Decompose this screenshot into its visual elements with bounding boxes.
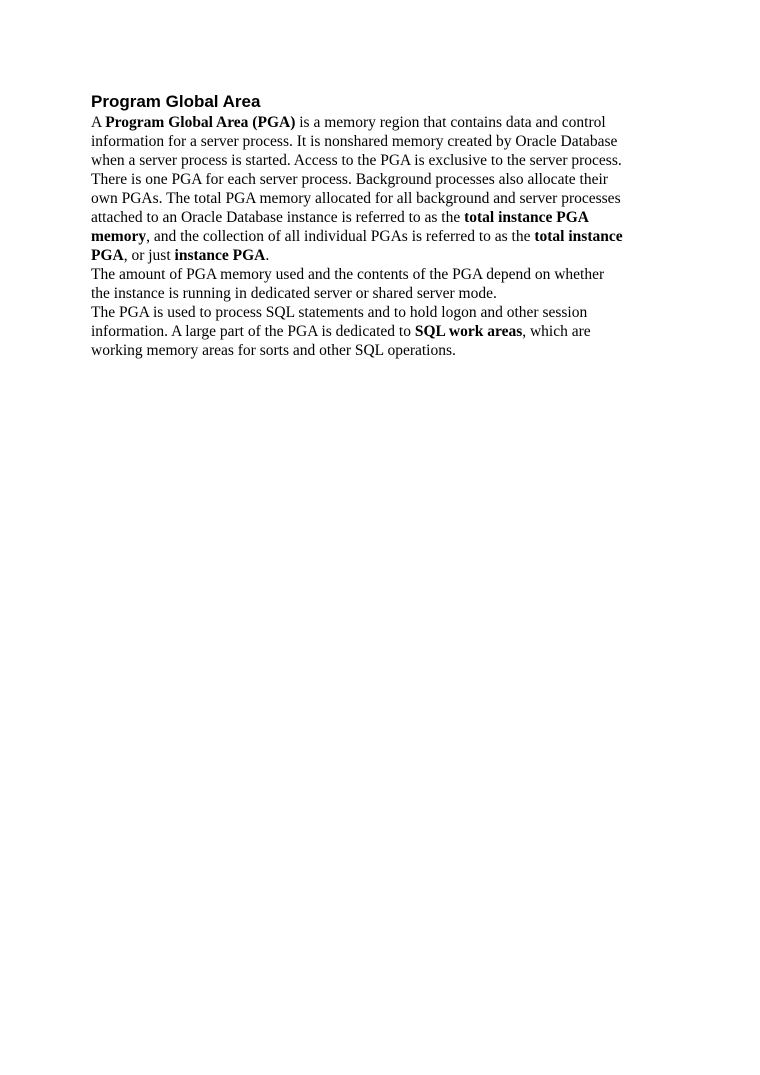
text-line bbox=[91, 189, 669, 208]
text-line bbox=[91, 322, 669, 341]
bold-term: instance PGA bbox=[174, 247, 266, 264]
text-run: , and the collection of all individual PGAs is referred to as the bbox=[146, 228, 535, 245]
document-body bbox=[91, 91, 669, 360]
text-line bbox=[91, 303, 669, 322]
text-line bbox=[91, 208, 669, 227]
bold-term: total instance PGA bbox=[464, 209, 589, 226]
paragraph bbox=[91, 113, 669, 265]
text-run: , or just bbox=[123, 247, 175, 264]
paragraph bbox=[91, 265, 669, 303]
text-line bbox=[91, 227, 669, 246]
text-line bbox=[91, 265, 669, 284]
bold-term: PGA bbox=[91, 247, 124, 264]
section-heading: Program Global Area bbox=[91, 92, 261, 111]
text-run: , which are bbox=[522, 323, 591, 340]
text-run: The amount of PGA memory used and the contents of the PGA depend on whether bbox=[91, 266, 605, 283]
text-run: The PGA is used to process SQL statements and to hold logon and other session bbox=[91, 304, 588, 321]
paragraphs-container bbox=[91, 113, 669, 360]
text-run: attached to an Oracle Database instance is referred to as the bbox=[91, 209, 465, 226]
paragraph bbox=[91, 303, 669, 360]
bold-term: Program Global Area (PGA) bbox=[105, 114, 296, 131]
text-run: A bbox=[91, 114, 106, 131]
text-line bbox=[91, 170, 669, 189]
text-line bbox=[91, 151, 669, 170]
text-run: working memory areas for sorts and other SQL operations. bbox=[91, 342, 456, 359]
text-run: information for a server process. It is nonshared memory created by Oracle Database bbox=[91, 133, 618, 150]
text-run: . bbox=[265, 247, 270, 264]
bold-term: memory bbox=[91, 228, 147, 245]
text-line bbox=[91, 132, 669, 151]
text-line bbox=[91, 284, 669, 303]
text-line bbox=[91, 341, 669, 360]
text-run: own PGAs. The total PGA memory allocated for all background and server processes bbox=[91, 190, 621, 207]
bold-term: total instance bbox=[534, 228, 623, 245]
text-run: There is one PGA for each server process. Background processes also allocate their bbox=[91, 171, 608, 188]
text-run: when a server process is started. Access to the PGA is exclusive to the server process. bbox=[91, 152, 622, 169]
text-line bbox=[91, 246, 669, 265]
text-run: the instance is running in dedicated server or shared server mode. bbox=[91, 285, 497, 302]
text-run: is a memory region that contains data and control bbox=[295, 114, 606, 131]
text-line bbox=[91, 113, 669, 132]
text-run: information. A large part of the PGA is dedicated to bbox=[91, 323, 415, 340]
bold-term: SQL work areas bbox=[414, 323, 523, 340]
